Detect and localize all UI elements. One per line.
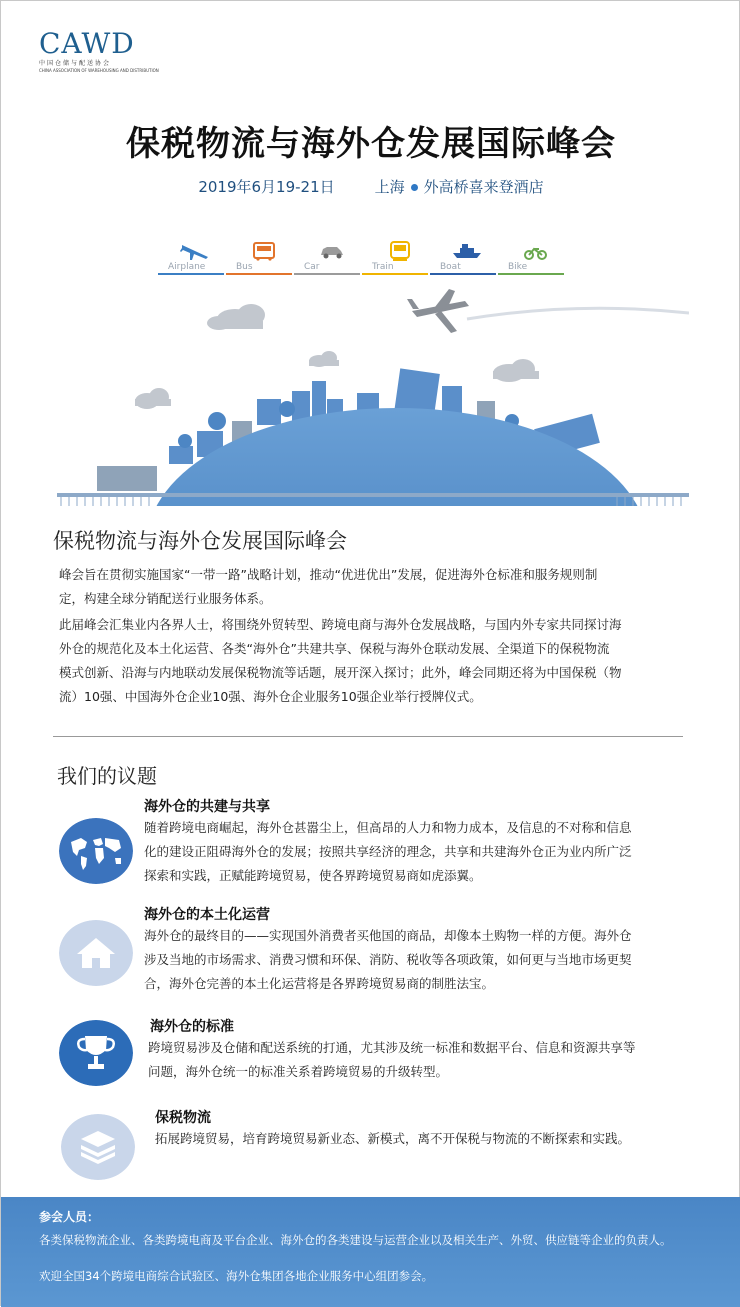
transport-bar	[362, 273, 428, 275]
footer-line: 各类保税物流企业、各类跨境电商及平台企业、海外仓的各类建设与运营企业以及相关生产、外贸、供应链等企业的负责人。	[39, 1233, 672, 1247]
intro-paragraph-2	[59, 613, 669, 709]
topics-heading: 我们的议题	[57, 764, 157, 788]
house-icon	[59, 920, 133, 986]
train-icon	[382, 241, 416, 261]
hero-globe-city-illustration	[57, 281, 689, 506]
date-venue-line	[1, 176, 740, 197]
transport-bike	[498, 239, 566, 277]
transport-label: Car	[304, 262, 320, 272]
text-line: 合，海外仓完善的本土化运营将是各界跨境贸易商的制胜法宝。	[144, 976, 495, 991]
bike-icon	[518, 241, 552, 261]
text-line: 定，构建全球分销配送行业服务体系。	[59, 591, 272, 606]
logo-mark: CAWD	[39, 27, 135, 60]
transport-train	[362, 239, 430, 277]
text-line: 涉及当地的市场需求、消费习惯和环保、消防、税收等各项政策，如何更与当地市场更契	[144, 952, 632, 967]
footer-line: 欢迎全国34个跨境电商综合试验区、海外仓集团各地企业服务中心组团参会。	[39, 1269, 434, 1283]
text-line: 问题，海外仓统一的标准关系着跨境贸易的升级转型。	[148, 1064, 449, 1079]
text-line: 跨境贸易涉及仓储和配送系统的打通，尤其涉及统一标准和数据平台、信息和资源共享等	[148, 1040, 636, 1055]
bus-icon	[246, 241, 280, 261]
attendees-footer	[1, 1197, 740, 1307]
transport-label: Train	[372, 262, 394, 272]
transport-label: Boat	[440, 262, 461, 272]
transport-airplane	[158, 239, 226, 277]
transport-bar	[158, 273, 224, 275]
boat-icon	[450, 241, 484, 261]
text-line: 流）10强、中国海外仓企业10强、海外仓企业服务10强企业举行授牌仪式。	[59, 689, 482, 704]
topic-body	[144, 816, 689, 888]
topic-body	[144, 924, 689, 996]
page-title: 保税物流与海外仓发展国际峰会	[126, 124, 616, 164]
text-line: 峰会旨在贯彻实施国家“一带一路”战略计划，推动“优进优出”发展，促进海外仓标准和服务规则制	[59, 567, 598, 582]
intro-paragraph-1	[59, 563, 669, 611]
text-line: 海外仓的最终目的——实现国外消费者买他国的商品，却像本土购物一样的方便。海外仓	[144, 928, 632, 943]
transport-strip	[158, 239, 568, 279]
trophy-icon	[59, 1020, 133, 1086]
event-city: 上海	[374, 178, 405, 196]
transport-label: Airplane	[168, 262, 206, 272]
transport-boat	[430, 239, 498, 277]
text-line: 随着跨境电商崛起，海外仓甚嚣尘上，但高昂的人力和物力成本，及信息的不对称和信息	[144, 820, 632, 835]
text-line: 外仓的规范化及本土化运营、各类“海外仓”共建共享、保税与海外仓联动发展、全渠道下的保税物流	[59, 641, 610, 656]
text-line: 探索和实践，正赋能跨境贸易，使各界跨境贸易商如虎添翼。	[144, 868, 482, 883]
topic-title: 保税物流	[155, 1110, 211, 1126]
topic-title: 海外仓的标准	[150, 1019, 234, 1035]
transport-car	[294, 239, 362, 277]
airplane-graphic	[407, 289, 469, 333]
logo-en: CHINA ASSOCIATION OF WAREHOUSING AND DISTRIBUTION	[39, 68, 159, 73]
transport-bar	[498, 273, 564, 275]
intro-heading: 保税物流与海外仓发展国际峰会	[53, 529, 347, 553]
transport-bus	[226, 239, 294, 277]
transport-label: Bike	[508, 262, 528, 272]
text-line: 化的建设正阻碍海外仓的发展；按照共享经济的理念，共享和共建海外仓正为业内所广泛	[144, 844, 632, 859]
transport-bar	[294, 273, 360, 275]
transport-bar	[430, 273, 496, 275]
car-icon	[314, 241, 348, 261]
world-map-icon	[59, 818, 133, 884]
transport-bar	[226, 273, 292, 275]
airplane-icon	[178, 241, 212, 261]
topic-title: 海外仓的本土化运营	[144, 907, 270, 923]
event-venue: 外高桥喜来登酒店	[423, 178, 544, 196]
separator-dot-icon	[411, 184, 418, 191]
text-line: 拓展跨境贸易，培育跨境贸易新业态、新模式，离不开保税与物流的不断探索和实践。	[155, 1131, 631, 1146]
event-date: 2019年6月19-21日	[198, 178, 335, 196]
topic-body	[148, 1036, 693, 1084]
transport-label: Bus	[236, 262, 253, 272]
topic-body	[155, 1127, 700, 1151]
layers-icon	[61, 1114, 135, 1180]
text-line: 模式创新、沿海与内地联动发展保税物流等话题，展开深入探讨；此外，峰会同期还将为中国保税（物	[59, 665, 622, 680]
cawd-logo	[39, 29, 159, 73]
logo-cn: 中国仓储与配送协会	[39, 60, 112, 67]
text-line: 此届峰会汇集业内各界人士，将围绕外贸转型、跨境电商与海外仓发展战略，与国内外专家共同探讨海	[59, 617, 622, 632]
footer-title: 参会人员：	[39, 1210, 100, 1224]
divider	[53, 736, 683, 737]
topic-title: 海外仓的共建与共享	[144, 799, 270, 815]
